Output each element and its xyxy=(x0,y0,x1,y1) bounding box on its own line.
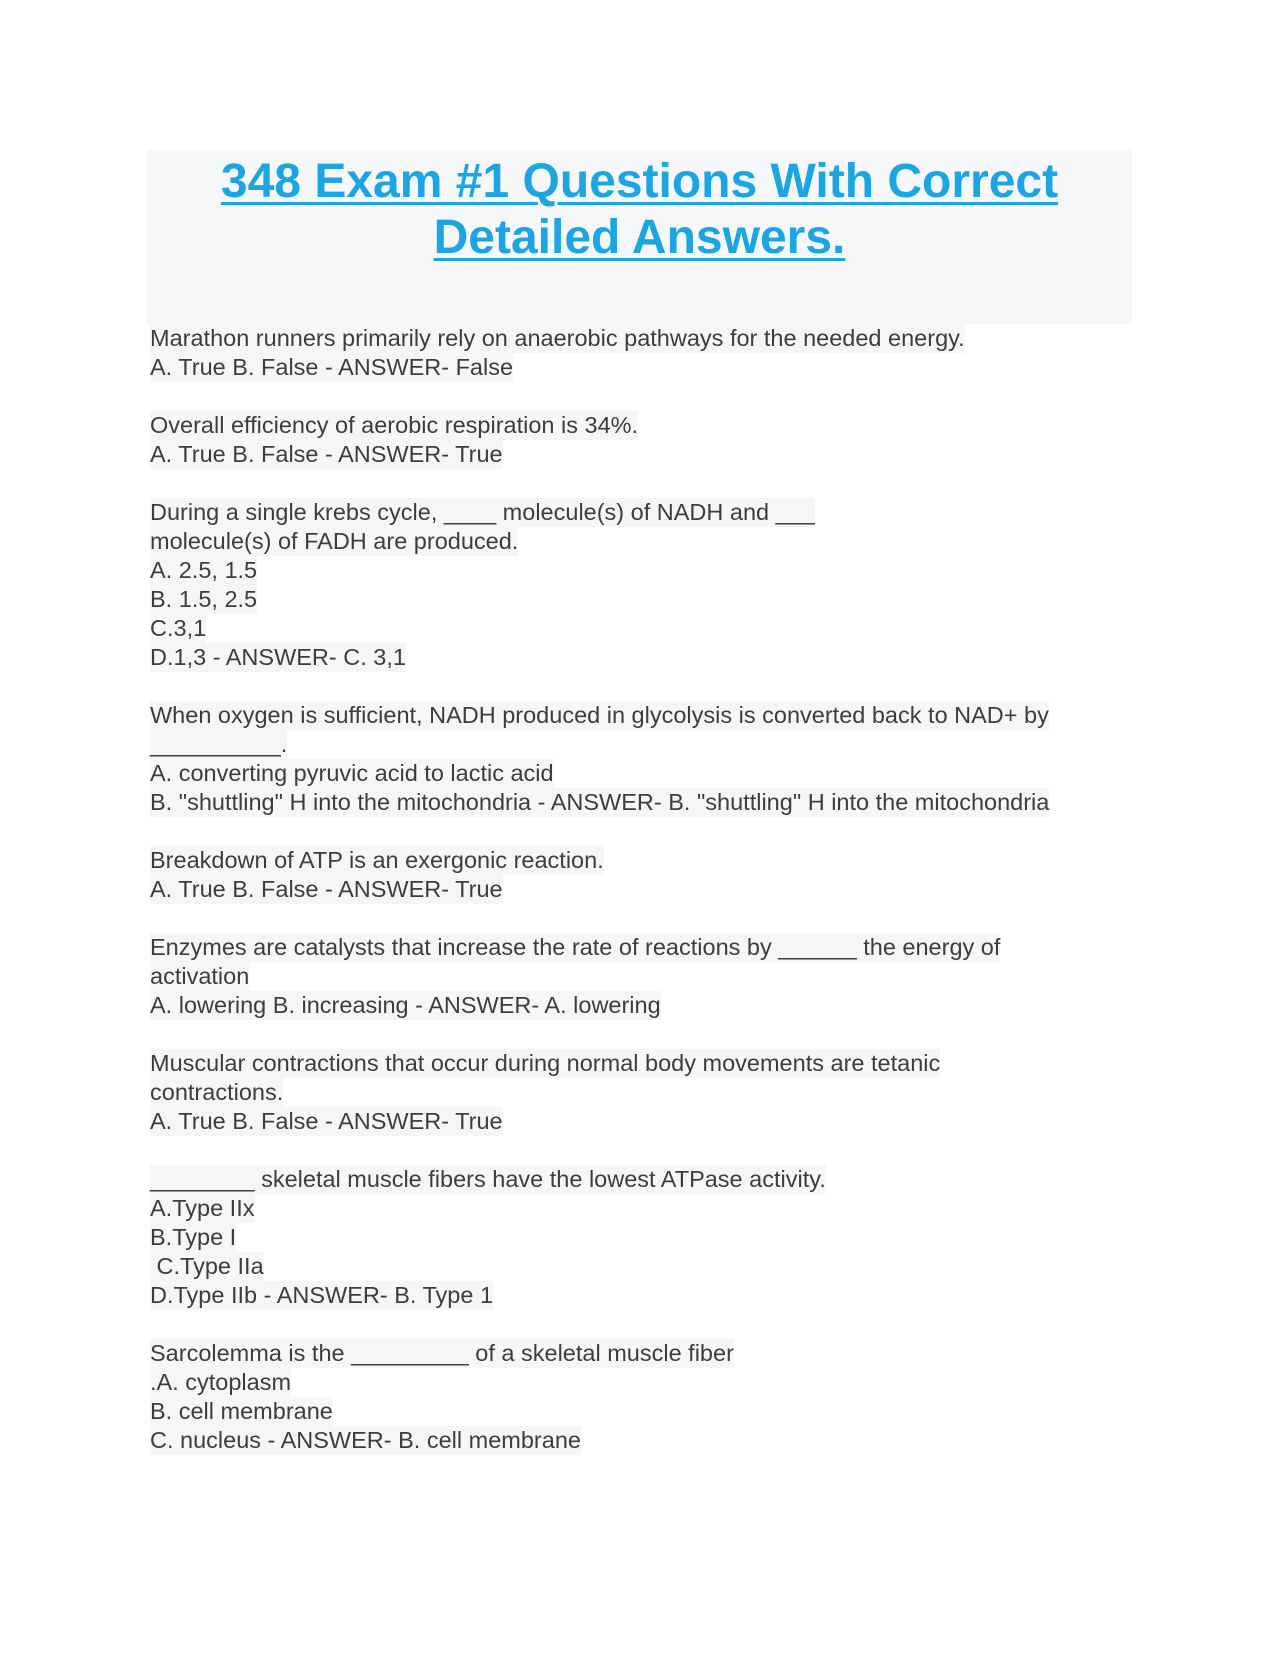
question-line: B. "shuttling" H into the mitochondria - ANSWER- B. "shuttling" H into the mitochondria xyxy=(150,789,1050,815)
title-box xyxy=(147,150,1132,324)
question-line: D.Type IIb - ANSWER- B. Type 1 xyxy=(150,1282,494,1308)
title-line-2: Detailed Answers. xyxy=(433,211,846,264)
question-line: A. True B. False - ANSWER- True xyxy=(150,441,503,467)
question-block xyxy=(150,324,1140,382)
question-text: Marathon runners primarily rely on anaerobic pathways for the needed energy. xyxy=(150,325,965,351)
question-line: D.1,3 - ANSWER- C. 3,1 xyxy=(150,644,406,670)
title-line-1: 348 Exam #1 Questions With Correct xyxy=(220,155,1059,208)
question-text: When oxygen is sufficient, NADH produced in glycolysis is converted back to NAD+ by xyxy=(150,702,1049,728)
question-text: ________ skeletal muscle fibers have the lowest ATPase activity. xyxy=(150,1166,826,1192)
question-line: A. lowering B. increasing - ANSWER- A. lowering xyxy=(150,992,661,1018)
question-text: During a single krebs cycle, ____ molecule(s) of NADH and ___ xyxy=(150,499,815,525)
question-text: Enzymes are catalysts that increase the rate of reactions by ______ the energy of xyxy=(150,934,1001,960)
question-line: A. True B. False - ANSWER- True xyxy=(150,1108,503,1134)
question-line: activation xyxy=(150,963,250,989)
question-line: __________. xyxy=(150,731,288,757)
question-text: Overall efficiency of aerobic respiration is 34%. xyxy=(150,412,639,438)
question-line: molecule(s) of FADH are produced. xyxy=(150,528,519,554)
question-text: Breakdown of ATP is an exergonic reaction. xyxy=(150,847,604,873)
question-line: B. 1.5, 2.5 xyxy=(150,586,258,612)
question-line: .A. cytoplasm xyxy=(150,1369,292,1395)
question-block xyxy=(150,933,1140,1020)
question-line: C. nucleus - ANSWER- B. cell membrane xyxy=(150,1427,581,1453)
question-line: A. True B. False - ANSWER- False xyxy=(150,354,514,380)
question-line: A. 2.5, 1.5 xyxy=(150,557,258,583)
question-list xyxy=(150,324,1140,1484)
question-line: B.Type I xyxy=(150,1224,237,1250)
question-block xyxy=(150,846,1140,904)
question-block xyxy=(150,411,1140,469)
question-block xyxy=(150,1049,1140,1136)
question-block xyxy=(150,701,1140,817)
question-line: A.Type IIx xyxy=(150,1195,255,1221)
document-title xyxy=(147,150,1132,266)
question-line: contractions. xyxy=(150,1079,284,1105)
question-text: Muscular contractions that occur during normal body movements are tetanic xyxy=(150,1050,941,1076)
question-block xyxy=(150,1339,1140,1455)
question-line: A. True B. False - ANSWER- True xyxy=(150,876,503,902)
question-line: A. converting pyruvic acid to lactic acid xyxy=(150,760,554,786)
question-block xyxy=(150,1165,1140,1310)
question-line: C.3,1 xyxy=(150,615,207,641)
question-line: C.Type IIa xyxy=(150,1253,264,1279)
question-text: Sarcolemma is the _________ of a skeletal muscle fiber xyxy=(150,1340,734,1366)
question-line: B. cell membrane xyxy=(150,1398,333,1424)
question-block xyxy=(150,498,1140,672)
